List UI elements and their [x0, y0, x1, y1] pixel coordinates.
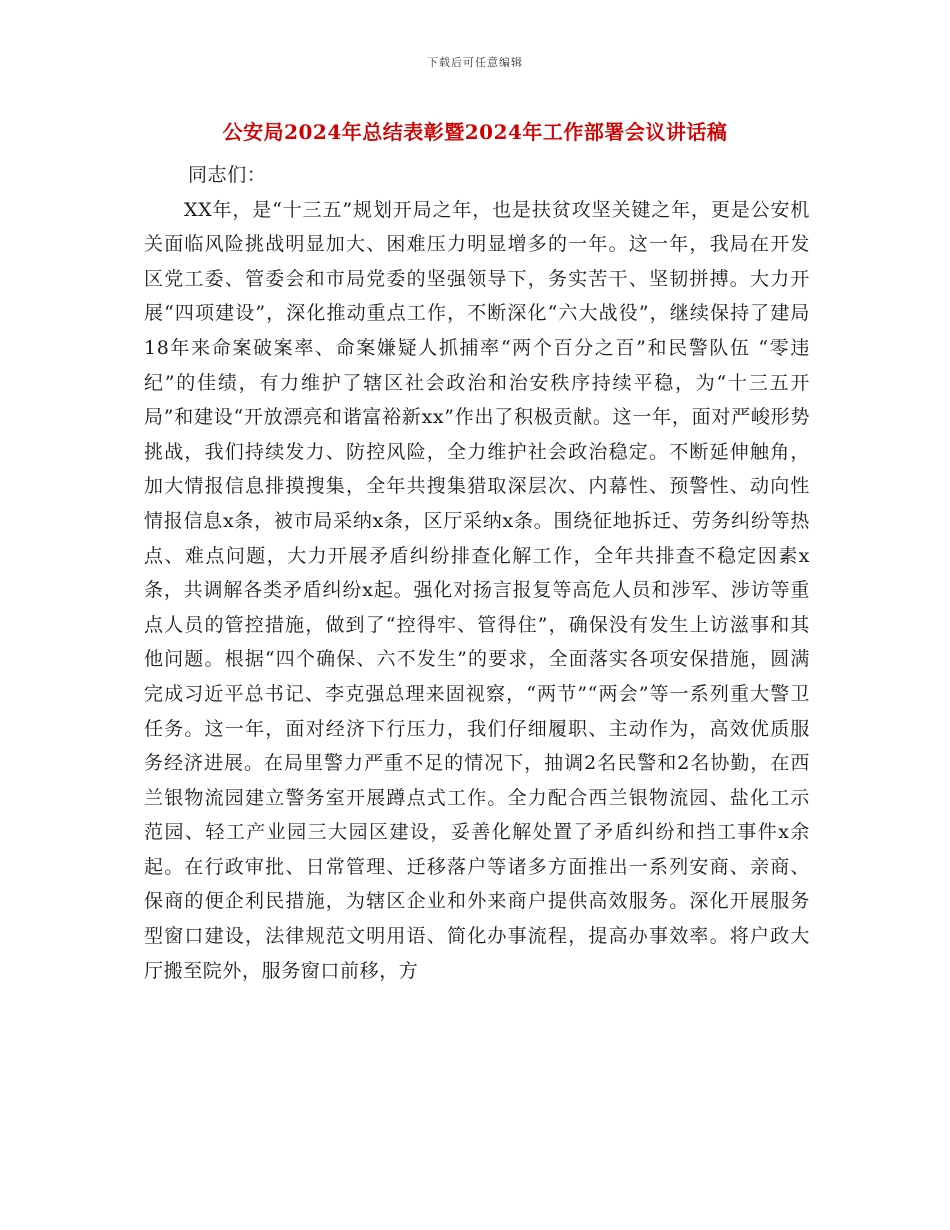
document-title: 公安局2024年总结表彰暨2024年工作部署会议讲话稿 — [222, 120, 728, 144]
salutation: 同志们： — [188, 164, 267, 186]
header-note: 下载后可任意编辑 — [427, 56, 523, 69]
body-paragraph: XX年，是“十三五”规划开局之年，也是扶贫攻坚关键之年，更是公安机关面临风险挑战明显加大、困难压力明显增多的一年。这一年，我局在开发区党工委、管委会和市局党委的坚强领导下，务实苦干、坚韧拼搏。大力开展“四项建设”，深化推动重点工作，不断深化“六大战役”，继续保持了建局18年来命案破案率、命案嫌疑人抓捕率“两个百分之百”和民警队伍 “零违纪”的佳绩，有力维护了辖区社会政治和治安秩序持续平稳，为“十三五开局”和建设“开放漂亮和谐富裕新xx”作出了积极贡献。这一年，面对严峻形势挑战，我们持续发力、防控风险，全力维护社会政治稳定。不断延伸触角，加大情报信息排摸搜集，全年共搜集猎取深层次、内幕性、预警性、动向性情报信息x条，被市局采纳x条，区厅采纳x条。围绕征地拆迁、劳务纠纷等热点、难点问题，大力开展矛盾纠纷排查化解工作，全年共排查不稳定因素x条，共调解各类矛盾纠纷x起。强化对扬言报复等高危人员和涉军、涉访等重点人员的管控措施，做到了“控得牢、管得住”，确保没有发生上访滋事和其他问题。根据“四个确保、六不发生”的要求，全面落实各项安保措施，圆满完成习近平总书记、李克强总理来固视察，“两节”“两会”等一系列重大警卫任务。这一年，面对经济下行压力，我们仔细履职、主动作为，高效优质服务经济进展。在局里警力严重不足的情况下，抽调2名民警和2名协勤，在西兰银物流园建立警务室开展蹲点式工作。全力配合西兰银物流园、盐化工示范园、轻工产业园三大园区建设，妥善化解处置了矛盾纠纷和挡工事件x余起。在行政审批、日常管理、迁移落户等诸多方面推出一系列安商、亲商、保商的便企利民措施，为辖区企业和外来商户提供高效服务。深化开展服务型窗口建设，法律规范文明用语、简化办事流程，提高办事效率。将户政大厅搬至院外，服务窗口前移，方 — [144, 198, 810, 982]
document-body — [144, 158, 810, 988]
